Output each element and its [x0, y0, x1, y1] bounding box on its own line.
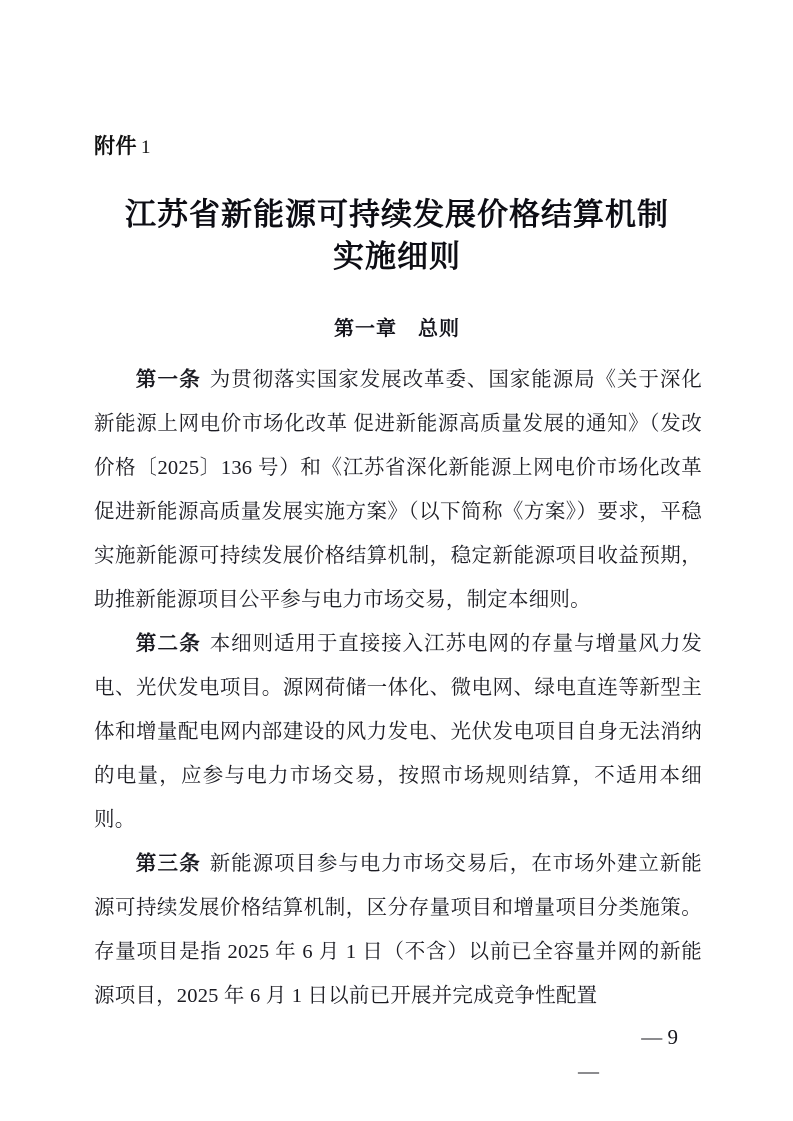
- article-1-text: 为贯彻落实国家发展改革委、国家能源局《关于深化新能源上网电价市场化改革 促进新能源高质量发展的通知》（发改价格〔2025〕136 号）和《江苏省深化新能源上网电价市场化改革 促进新能源高质量发展实施方案》（以下简称《方案》）要求，平稳实施新能源可持续发展价格结算机制，稳定新能源项目收益预期，助推新能源项目公平参与电力市场交易，制定本细则。: [94, 369, 702, 611]
- page-title-line-1: 江苏省新能源可持续发展价格结算机制: [125, 197, 669, 232]
- attachment-label: [94, 130, 151, 160]
- article-2: [94, 622, 702, 842]
- chapter-heading: 第一章 总则: [334, 318, 460, 340]
- article-2-text: 本细则适用于直接接入江苏电网的存量与增量风力发电、光伏发电项目。源网荷储一体化、微电网、绿电直连等新型主体和增量配电网内部建设的风力发电、光伏发电项目自身无法消纳的电量，应参与电力市场交易，按照市场规则结算，不适用本细则。: [94, 633, 702, 831]
- page-title: [94, 194, 700, 278]
- page-number-line-2: —: [578, 1059, 599, 1083]
- article-3-text: 新能源项目参与电力市场交易后，在市场外建立新能源可持续发展价格结算机制，区分存量项目和增量项目分类施策。存量项目是指 2025 年 6 月 1 日（不含）以前已全容量并网的新能源项目，2025 年 6 月 1 日以前已开展并完成竞争性配置: [94, 853, 702, 1007]
- page-number-line-1: — 9: [641, 1025, 678, 1049]
- page-number: [500, 1020, 700, 1088]
- article-3: [94, 842, 702, 1018]
- article-1-number: 第一条: [135, 369, 201, 391]
- article-1: [94, 358, 702, 622]
- article-2-number: 第二条: [135, 633, 201, 655]
- article-3-number: 第三条: [135, 853, 201, 875]
- document-body: [94, 358, 702, 1018]
- attachment-label-text: 附件: [94, 134, 137, 158]
- attachment-number: 1: [141, 137, 151, 158]
- page-title-line-2: 实施细则: [333, 239, 461, 274]
